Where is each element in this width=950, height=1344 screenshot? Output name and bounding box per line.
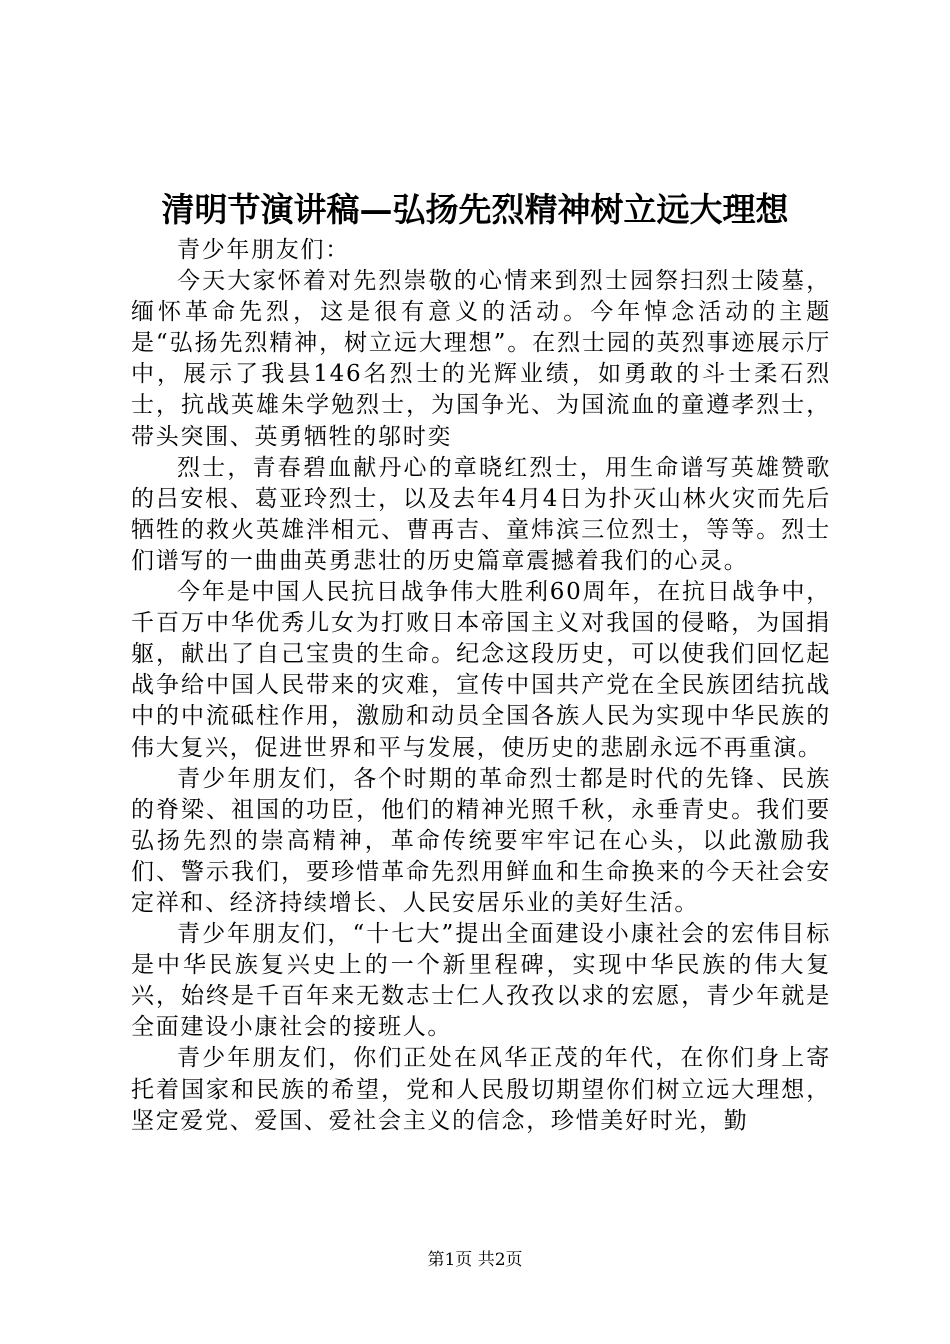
- paragraph: 今年是中国人民抗日战争伟大胜利60周年，在抗日战争中，千百万中华优秀儿女为打败日本帝国主义对我国的侵略，为国捐躯，献出了自己宝贵的生命。纪念这段历史，可以使我们回忆起战争给中国人民带来的灾难，宣传中国共产党在全民族团结抗战中的中流砥柱作用，激励和动员全国各族人民为实现中华民族的伟大复兴，促进世界和平与发展，使历史的悲剧永远不再重演。: [131, 579, 831, 761]
- paragraph: 今天大家怀着对先烈崇敬的心情来到烈士园祭扫烈士陵墓，缅怀革命先烈，这是很有意义的活动。今年悼念活动的主题是“弘扬先烈精神，树立远大理想”。在烈士园的英烈事迹展示厅中，展示了我县146名烈士的光辉业绩，如勇敢的斗士柔石烈士，抗战英雄朱学勉烈士，为国争光、为国流血的童遵孝烈士，带头突围、英勇牺牲的邬时奕: [131, 268, 831, 450]
- paragraph: 青少年朋友们，“十七大”提出全面建设小康社会的宏伟目标是中华民族复兴史上的一个新里程碑，实现中华民族的伟大复兴，始终是千百年来无数志士仁人孜孜以求的宏愿，青少年就是全面建设小康社会的接班人。: [131, 921, 831, 1041]
- document-title: 清明节演讲稿—弘扬先烈精神树立远大理想: [161, 190, 789, 229]
- paragraph: 烈士，青春碧血献丹心的章晓红烈士，用生命谱写英雄赞歌的吕安根、葛亚玲烈士，以及去年4月4日为扑灭山林火灾而先后牺牲的救火英雄泮相元、曹再吉、童炜滨三位烈士，等等。烈士们谱写的一曲曲英勇悲壮的历史篇章震撼着我们的心灵。: [131, 454, 831, 574]
- paragraph: 青少年朋友们，各个时期的革命烈士都是时代的先锋、民族的脊梁、祖国的功臣，他们的精神光照千秋，永垂青史。我们要弘扬先烈的崇高精神，革命传统要牢牢记在心头，以此激励我们、警示我们，要珍惜革命先烈用鲜血和生命换来的今天社会安定祥和、经济持续增长、人民安居乐业的美好生活。: [131, 765, 831, 916]
- paragraph: 青少年朋友们，你们正处在风华正茂的年代，在你们身上寄托着国家和民族的希望，党和人民殷切期望你们树立远大理想，坚定爱党、爱国、爱社会主义的信念，珍惜美好时光，勤: [131, 1045, 831, 1134]
- paragraph: 青少年朋友们：: [177, 237, 350, 263]
- document-body: [131, 235, 831, 1137]
- page-footer: 第1页 共2页: [427, 1250, 523, 1270]
